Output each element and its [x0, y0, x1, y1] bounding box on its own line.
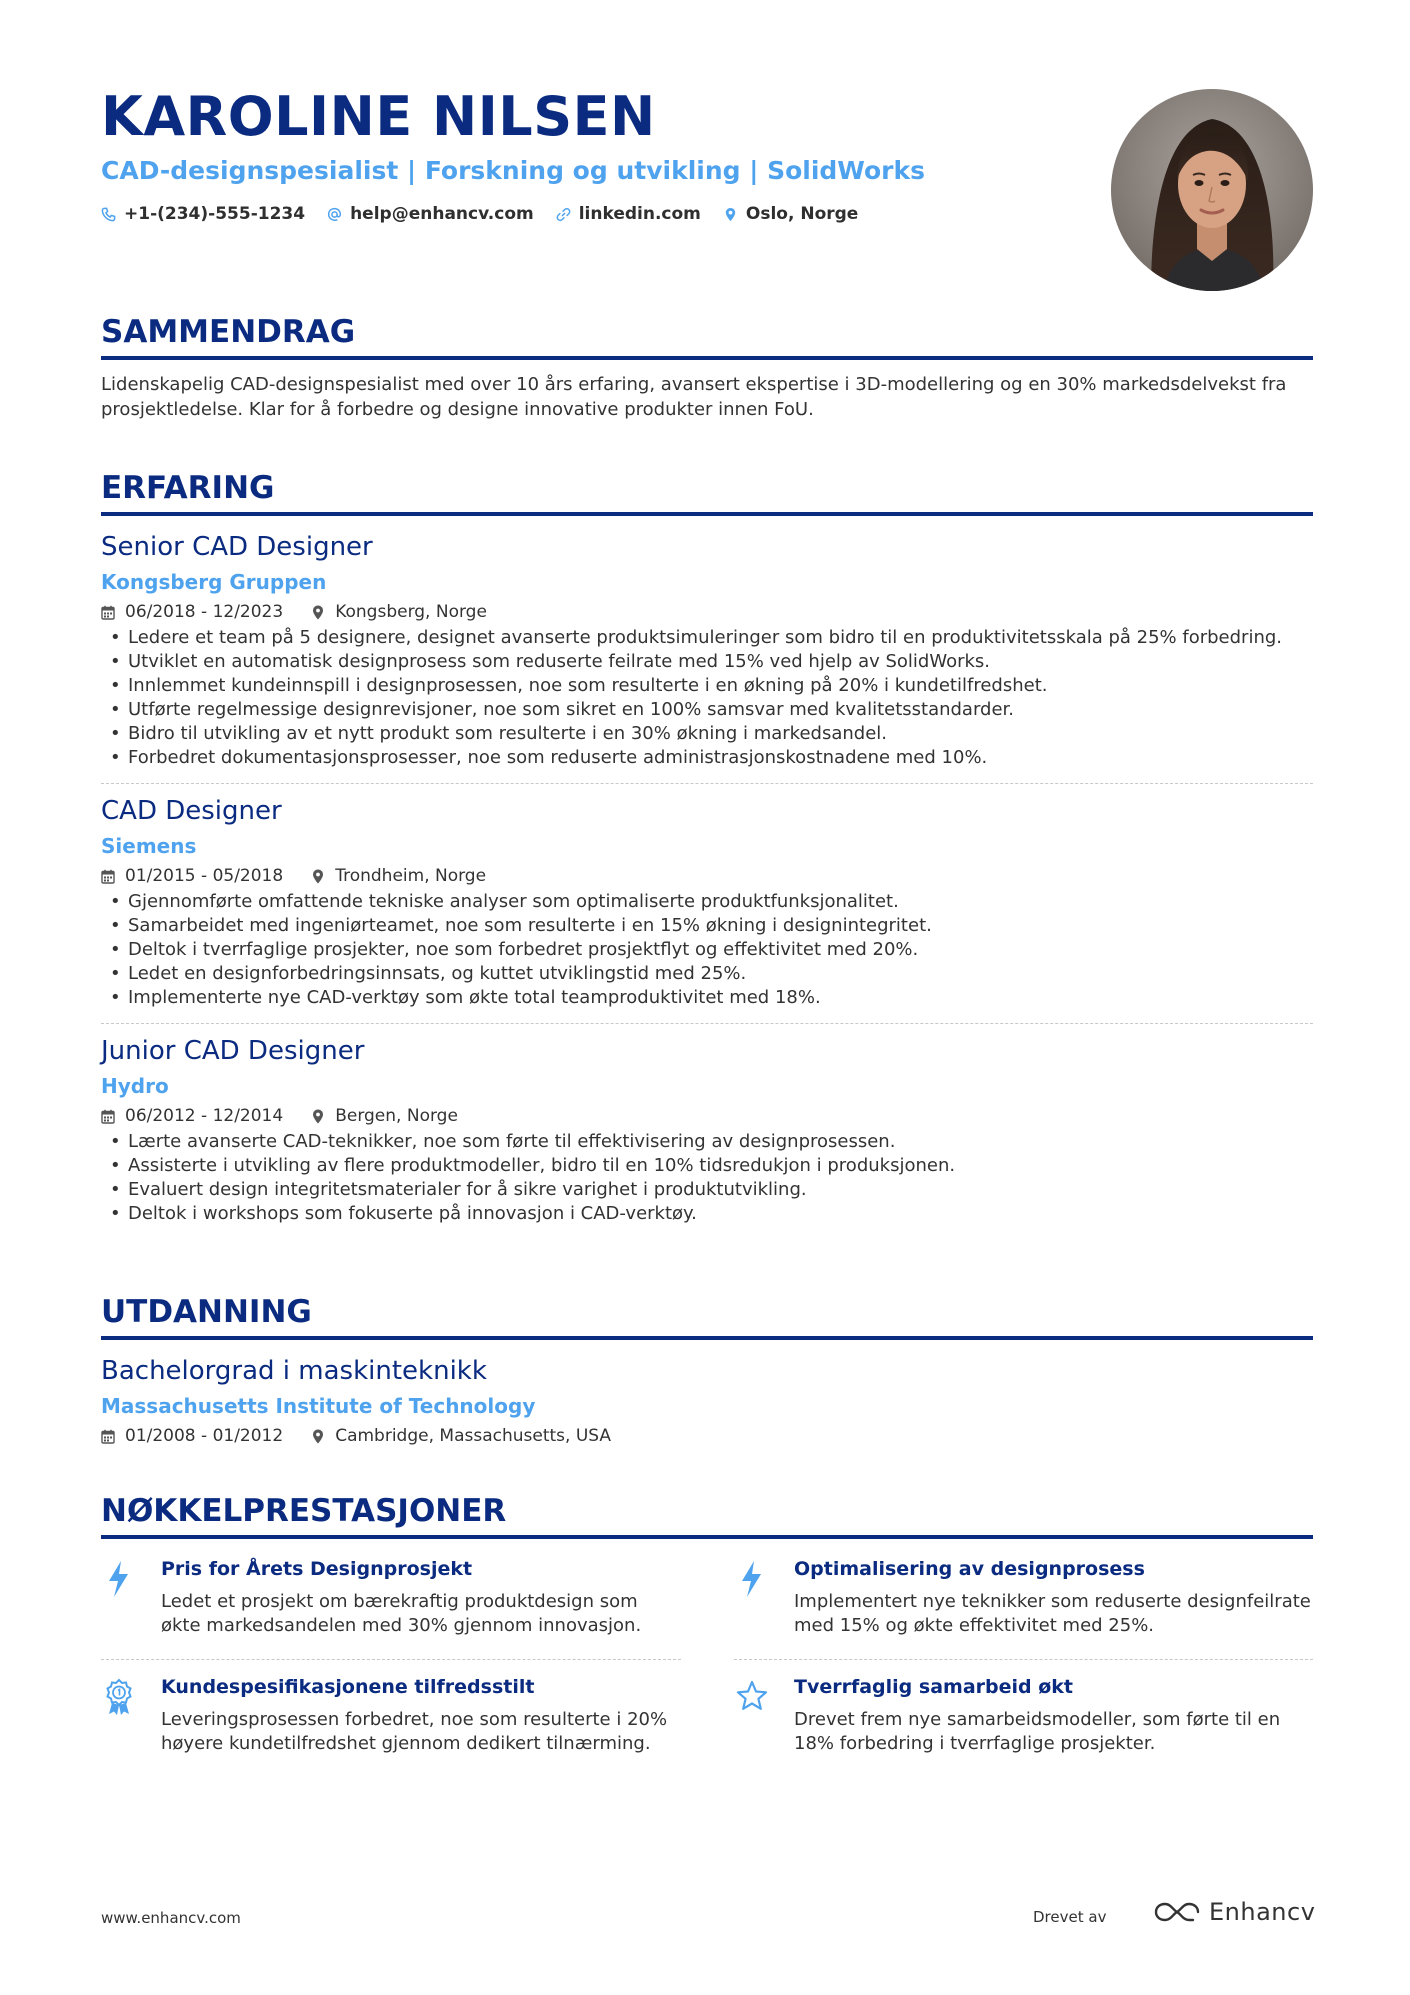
calendar-icon: [101, 1109, 115, 1124]
achievement-desc: Ledet et prosjekt om bærekraftig produktdesign som økte markedsandelen med 30% gjennom innovasjon.: [161, 1591, 642, 1636]
job-dates: [101, 864, 283, 888]
experience-section: [101, 468, 1313, 1226]
achievement-desc: Leveringsprosessen forbedret, noe som resulterte i 20% høyere kundetilfredshet gjennom dedikert tilnærming.: [161, 1709, 668, 1754]
job-bullets: [101, 890, 1313, 1010]
award-badge-icon: [101, 1677, 137, 1717]
job-location-text: Kongsberg, Norge: [335, 602, 487, 622]
profile-photo: [1111, 89, 1313, 291]
summary-section: [101, 312, 1313, 422]
footer-website[interactable]: www.enhancv.com: [101, 1909, 241, 1927]
education-entry: [101, 1354, 1313, 1448]
job-bullet: • Implementerte nye CAD-verktøy som økte total teamproduktivitet med 18%.: [101, 986, 1313, 1010]
education-section: [101, 1292, 1313, 1448]
candidate-tagline: CAD-designspesialist | Forskning og utvikling | SolidWorks: [101, 156, 925, 185]
job-bullet: • Samarbeidet med ingeniørteamet, noe som resulterte i en 15% økning i designintegritet.: [101, 914, 1313, 938]
location-pin-icon: [723, 207, 738, 222]
degree-title: Bachelorgrad i maskinteknikk: [101, 1356, 487, 1386]
achievement-desc: Drevet frem nye samarbeidsmodeller, som førte til en 18% forbedring i tverrfaglige prosjekter.: [794, 1709, 1281, 1754]
achievement-item: [734, 1555, 1314, 1638]
achievements-section: [101, 1491, 1313, 1799]
education-dates-text: 01/2008 - 01/2012: [125, 1426, 284, 1446]
at-icon: [327, 207, 342, 222]
summary-heading: SAMMENDRAG: [101, 312, 1313, 360]
job-bullet: • Bidro til utvikling av et nytt produkt som resulterte i en 30% økning i markedsandel.: [101, 722, 1313, 746]
calendar-icon: [101, 869, 115, 884]
portrait-image: [1111, 89, 1313, 291]
enhancv-logo-icon: [1153, 1900, 1201, 1924]
achievement-title: Tverrfaglig samarbeid økt: [794, 1676, 1074, 1698]
job-bullets: [101, 1130, 1313, 1226]
star-icon: [734, 1677, 770, 1717]
achievement-item: [101, 1555, 681, 1638]
job-dates-text: 01/2015 - 05/2018: [125, 866, 284, 886]
job-dates-text: 06/2018 - 12/2023: [125, 602, 284, 622]
footer-powered-by: Drevet av: [1033, 1908, 1107, 1926]
job-meta: [101, 864, 1313, 888]
enhancv-logo[interactable]: [1153, 1898, 1315, 1926]
job-location: [311, 1104, 458, 1128]
job-bullet: • Innlemmet kundeinnspill i designprosessen, noe som resulterte i en økning på 20% i kundetilfredshet.: [101, 674, 1313, 698]
job-bullet: • Utviklet en automatisk designprosess som reduserte feilrate med 15% ved hjelp av SolidWorks.: [101, 650, 1313, 674]
job-meta: [101, 1104, 1313, 1128]
job-bullet: • Deltok i tverrfaglige prosjekter, noe som forbedret prosjektflyt og effektivitet med 20%.: [101, 938, 1313, 962]
job-title: Senior CAD Designer: [101, 532, 373, 562]
education-location-text: Cambridge, Massachusetts, USA: [335, 1426, 612, 1446]
email-text: help@enhancv.com: [350, 204, 534, 224]
job-bullet: • Utførte regelmessige designrevisjoner, noe som sikret en 100% samsvar med kvalitetsstandarder.: [101, 698, 1313, 722]
job-bullet: • Assisterte i utvikling av flere produktmodeller, bidro til en 10% tidsredukjon i produksjonen.: [101, 1154, 1313, 1178]
job-company: Siemens: [101, 834, 197, 858]
job-bullet: • Deltok i workshops som fokuserte på innovasjon i CAD-verktøy.: [101, 1202, 1313, 1226]
job-location-text: Trondheim, Norge: [335, 866, 487, 886]
job-company: Hydro: [101, 1074, 169, 1098]
achievement-title: Kundespesifikasjonene tilfredsstilt: [161, 1676, 535, 1698]
education-dates: [101, 1424, 283, 1448]
job-divider: [101, 1023, 1313, 1024]
achievements-grid: [101, 1539, 1313, 1799]
phone-text: +1-(234)-555-1234: [124, 204, 306, 224]
job-entry: [101, 1034, 1313, 1226]
job-location: [311, 864, 486, 888]
job-bullet: • Gjennomførte omfattende tekniske analyser som optimaliserte produktfunksjonalitet.: [101, 890, 1313, 914]
enhancv-logo-text: Enhancv: [1209, 1898, 1316, 1926]
job-bullet: • Evaluert design integritetsmaterialer for å sikre varighet i produktutvikling.: [101, 1178, 1313, 1202]
phone-icon: [101, 207, 116, 222]
contact-bar: [101, 204, 1101, 224]
achievement-desc: Implementert nye teknikker som reduserte designfeilrate med 15% og økte effektivitet med 25%.: [794, 1591, 1311, 1636]
job-meta: [101, 600, 1313, 624]
job-entry: [101, 530, 1313, 770]
job-divider: [101, 783, 1313, 784]
contact-phone[interactable]: [101, 204, 305, 224]
candidate-name: KAROLINE NILSEN: [101, 85, 656, 148]
education-location: [311, 1424, 611, 1448]
job-bullet: • Ledere et team på 5 designere, designet avanserte produktsimuleringer som bidro til en produktivitetsskala på 25% forbedring.: [101, 626, 1313, 650]
job-bullets: [101, 626, 1313, 770]
location-pin-icon: [311, 869, 325, 884]
job-company: Kongsberg Gruppen: [101, 570, 327, 594]
summary-text: Lidenskapelig CAD-designspesialist med over 10 års erfaring, avansert ekspertise i 3D-modellering og en 30% markedsdelvekst fra prosjektledelse. Klar for å forbedre og designe innovative produkter innen FoU.: [101, 374, 1287, 420]
location-pin-icon: [311, 605, 325, 620]
location-pin-icon: [311, 1429, 325, 1444]
education-heading: UTDANNING: [101, 1292, 1313, 1340]
achievement-divider: [101, 1659, 681, 1660]
experience-heading: ERFARING: [101, 468, 1313, 516]
job-dates: [101, 600, 283, 624]
education-meta: [101, 1424, 1313, 1448]
calendar-icon: [101, 605, 115, 620]
job-bullet: • Forbedret dokumentasjonsprosesser, noe som reduserte administrasjonskostnadene med 10%.: [101, 746, 1313, 770]
linkedin-text: linkedin.com: [578, 204, 701, 224]
contact-location: [723, 204, 858, 224]
job-dates: [101, 1104, 283, 1128]
achievements-heading: NØKKELPRESTASJONER: [101, 1491, 1313, 1539]
achievement-item: [734, 1673, 1314, 1756]
achievement-item: [101, 1673, 681, 1756]
job-bullet: • Lærte avanserte CAD-teknikker, noe som førte til effektivisering av designprosessen.: [101, 1130, 1313, 1154]
resume-header: [101, 82, 1101, 224]
contact-linkedin[interactable]: [556, 204, 701, 224]
lightning-icon: [734, 1559, 770, 1599]
achievement-title: Optimalisering av designprosess: [794, 1558, 1145, 1580]
job-title: CAD Designer: [101, 796, 282, 826]
job-location: [311, 600, 487, 624]
school-name: Massachusetts Institute of Technology: [101, 1394, 536, 1418]
calendar-icon: [101, 1429, 115, 1444]
link-icon: [556, 207, 571, 222]
achievement-divider: [734, 1659, 1313, 1660]
job-bullet: • Ledet en designforbedringsinnsats, og kuttet utviklingstid med 25%.: [101, 962, 1313, 986]
location-pin-icon: [311, 1109, 325, 1124]
location-text: Oslo, Norge: [745, 204, 859, 224]
achievement-title: Pris for Årets Designprosjekt: [161, 1558, 473, 1580]
job-dates-text: 06/2012 - 12/2014: [125, 1106, 284, 1126]
contact-email[interactable]: [327, 204, 534, 224]
lightning-icon: [101, 1559, 137, 1599]
job-title: Junior CAD Designer: [101, 1036, 365, 1066]
job-location-text: Bergen, Norge: [335, 1106, 458, 1126]
job-entry: [101, 794, 1313, 1010]
